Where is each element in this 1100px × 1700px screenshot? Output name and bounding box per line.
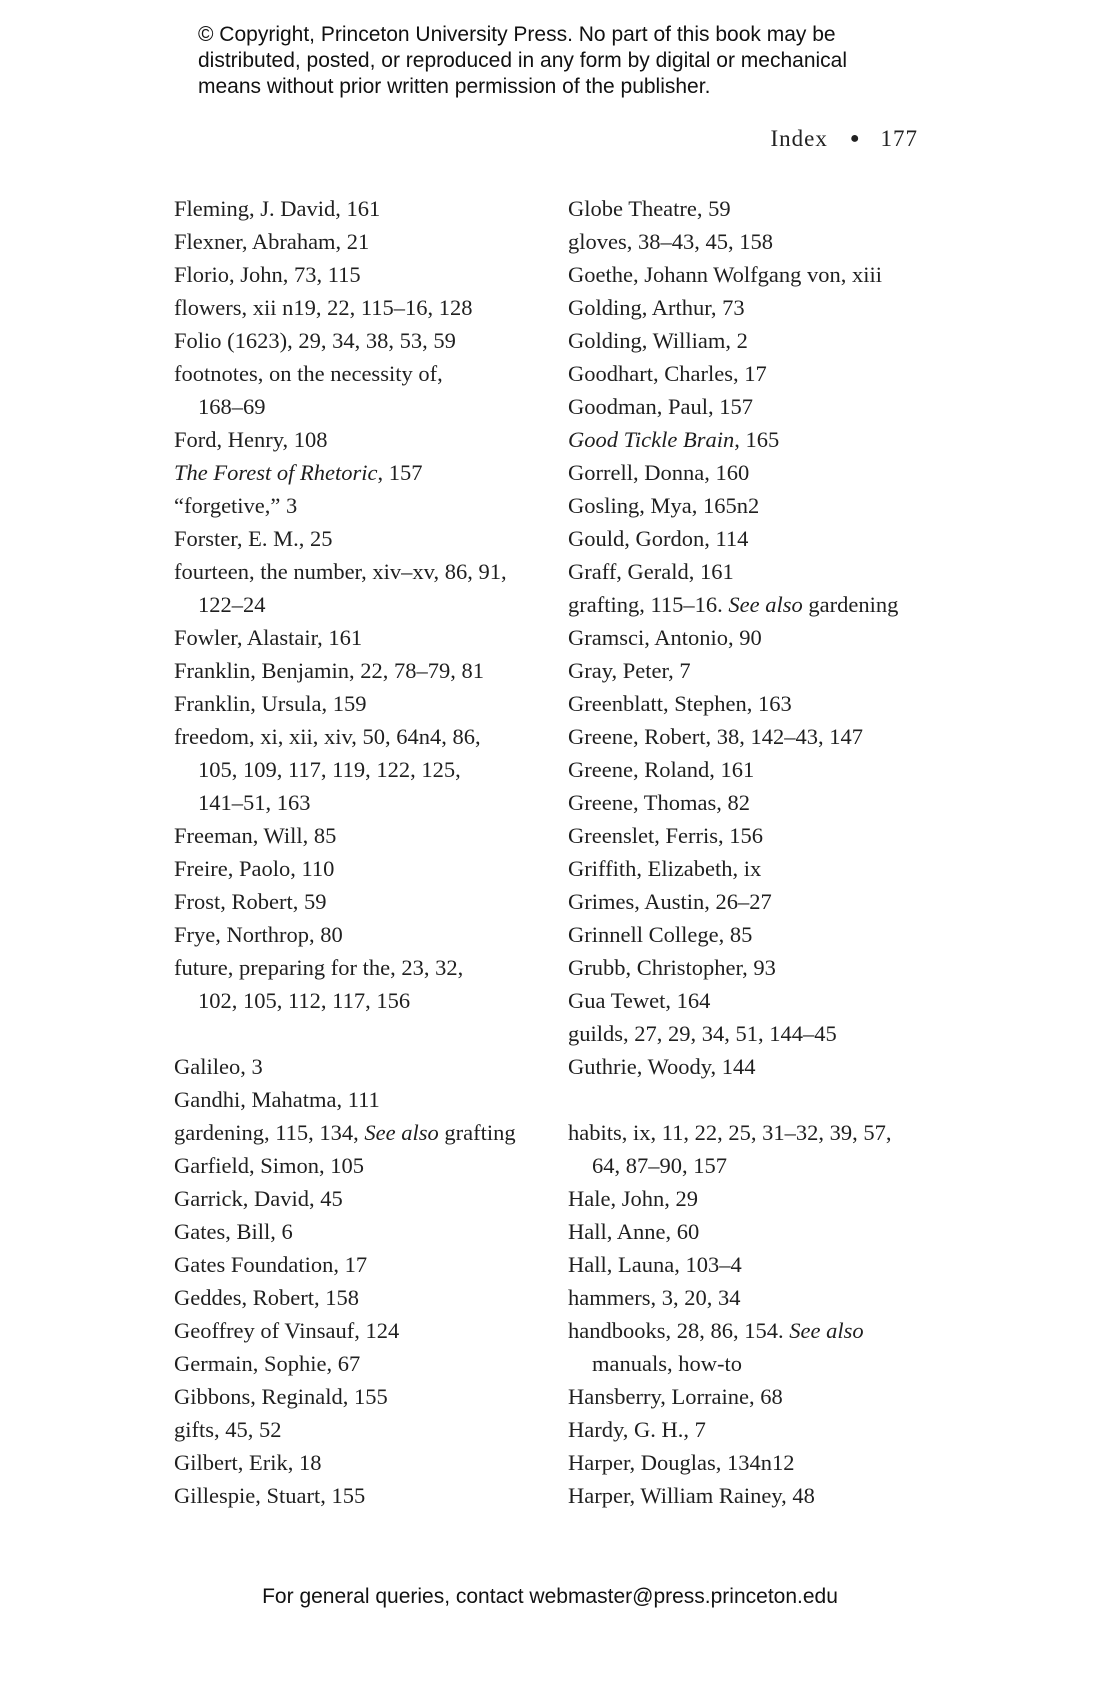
index-entry: Griffith, Elizabeth, ix (568, 856, 762, 881)
index-entry: Frye, Northrop, 80 (174, 922, 343, 947)
index-entry: Golding, William, 2 (568, 328, 748, 353)
index-entry-line: 64, 87–90, 157 (592, 1153, 727, 1178)
index-entry: Grubb, Christopher, 93 (568, 955, 776, 980)
index-entry: gloves, 38–43, 45, 158 (568, 229, 773, 254)
index-entry: Harper, William Rainey, 48 (568, 1483, 815, 1508)
index-entry-line: freedom, xi, xii, xiv, 50, 64n4, 86, (174, 724, 481, 749)
section-title: Index (770, 126, 828, 151)
index-entry-line: footnotes, on the necessity of, (174, 361, 443, 386)
letter-group-gap (568, 1083, 938, 1116)
footer-contact: For general queries, contact webmaster@press.princeton.edu (262, 1585, 838, 1608)
index-entry: Frost, Robert, 59 (174, 889, 327, 914)
index-entry: Ford, Henry, 108 (174, 427, 328, 452)
index-entry (568, 1116, 938, 1182)
index-entry (174, 456, 544, 489)
index-entry: Gilbert, Erik, 18 (174, 1450, 322, 1475)
index-entry: gifts, 45, 52 (174, 1417, 282, 1442)
index-entry-line: future, preparing for the, 23, 32, (174, 955, 464, 980)
index-entry-line: 102, 105, 112, 117, 156 (198, 988, 411, 1013)
index-entry: Goodhart, Charles, 17 (568, 361, 767, 386)
index-entry-line: fourteen, the number, xiv–xv, 86, 91, (174, 559, 507, 584)
index-entry-line: 105, 109, 117, 119, 122, 125, (198, 757, 461, 782)
index-entry-pages: , 165 (734, 427, 780, 452)
index-column-right (568, 192, 938, 1512)
index-entry-line: 141–51, 163 (198, 790, 311, 815)
index-entry: Greene, Robert, 38, 142–43, 147 (568, 724, 863, 749)
index-entry: Freire, Paolo, 110 (174, 856, 335, 881)
letter-group-gap (174, 1017, 544, 1050)
index-entry: Franklin, Benjamin, 22, 78–79, 81 (174, 658, 484, 683)
index-entry (568, 1314, 938, 1380)
index-entry: Gandhi, Mahatma, 111 (174, 1087, 380, 1112)
index-entry: Golding, Arthur, 73 (568, 295, 745, 320)
index-entry: Greenblatt, Stephen, 163 (568, 691, 792, 716)
index-entry: Galileo, 3 (174, 1054, 263, 1079)
index-entry: Globe Theatre, 59 (568, 196, 731, 221)
index-entry: Grinnell College, 85 (568, 922, 753, 947)
index-entry: Gua Tewet, 164 (568, 988, 711, 1013)
index-entry: Forster, E. M., 25 (174, 526, 333, 551)
index-entry: Goodman, Paul, 157 (568, 394, 753, 419)
index-entry-pages: grafting, 115–16. (568, 592, 729, 617)
running-head (770, 126, 918, 152)
index-entry-title: Good Tickle Brain (568, 427, 735, 452)
copyright-line: means without prior written permission of the publisher. (198, 75, 711, 98)
index-entry: Grimes, Austin, 26–27 (568, 889, 772, 914)
index-entry (174, 357, 544, 423)
index-entry: Geoffrey of Vinsauf, 124 (174, 1318, 400, 1343)
see-also-label: See also (789, 1318, 864, 1343)
index-entry (568, 588, 938, 621)
index-entry: Gosling, Mya, 165n2 (568, 493, 760, 518)
index-entry: Garrick, David, 45 (174, 1186, 343, 1211)
see-also-target: gardening (802, 592, 899, 617)
index-entry: Gramsci, Antonio, 90 (568, 625, 762, 650)
index-entry (174, 555, 544, 621)
index-entry: Hardy, G. H., 7 (568, 1417, 706, 1442)
index-entry: guilds, 27, 29, 34, 51, 144–45 (568, 1021, 837, 1046)
index-entry: Hale, John, 29 (568, 1186, 698, 1211)
index-entry-line: 122–24 (198, 592, 266, 617)
see-also-target: manuals, how-to (592, 1351, 742, 1376)
index-entry: Gould, Gordon, 114 (568, 526, 749, 551)
copyright-notice (198, 22, 918, 100)
index-entry: Geddes, Robert, 158 (174, 1285, 359, 1310)
index-entry-line: 168–69 (198, 394, 266, 419)
index-entry-pages: gardening, 115, 134, (174, 1120, 365, 1145)
see-also-label: See also (364, 1120, 439, 1145)
index-entry: Garfield, Simon, 105 (174, 1153, 364, 1178)
index-entry: Germain, Sophie, 67 (174, 1351, 361, 1376)
index-entry: Folio (1623), 29, 34, 38, 53, 59 (174, 328, 456, 353)
see-also-label: See also (728, 592, 803, 617)
index-entry-line: habits, ix, 11, 22, 25, 31–32, 39, 57, (568, 1120, 892, 1145)
index-entry: Hall, Anne, 60 (568, 1219, 700, 1244)
copyright-line: © Copyright, Princeton University Press. No part of this book may be (198, 23, 836, 46)
copyright-line: distributed, posted, or reproduced in any form by digital or mechanical (198, 49, 848, 72)
index-entry (174, 951, 544, 1017)
index-entry: Graff, Gerald, 161 (568, 559, 734, 584)
index-entry: Hall, Launa, 103–4 (568, 1252, 742, 1277)
see-also-target: grafting (438, 1120, 516, 1145)
index-entry: Flexner, Abraham, 21 (174, 229, 370, 254)
index-entry: Freeman, Will, 85 (174, 823, 337, 848)
bullet-separator: ● (849, 130, 861, 147)
index-entry-title: The Forest of Rhetoric (174, 460, 378, 485)
index-entry: Gates Foundation, 17 (174, 1252, 368, 1277)
index-entry-pages: handbooks, 28, 86, 154. (568, 1318, 790, 1343)
index-entry: Gates, Bill, 6 (174, 1219, 293, 1244)
index-entry: Franklin, Ursula, 159 (174, 691, 367, 716)
index-entry: Gray, Peter, 7 (568, 658, 691, 683)
index-entry: Gibbons, Reginald, 155 (174, 1384, 388, 1409)
index-entry: Florio, John, 73, 115 (174, 262, 361, 287)
index-entry: Guthrie, Woody, 144 (568, 1054, 756, 1079)
index-entry: Gillespie, Stuart, 155 (174, 1483, 366, 1508)
index-entry-pages: , 157 (377, 460, 423, 485)
index-entry: Fleming, J. David, 161 (174, 196, 381, 221)
index-column-left (174, 192, 544, 1512)
index-entry: Greene, Roland, 161 (568, 757, 755, 782)
index-entry: Hansberry, Lorraine, 68 (568, 1384, 783, 1409)
index-entry: Fowler, Alastair, 161 (174, 625, 363, 650)
index-entry: Goethe, Johann Wolfgang von, xiii (568, 262, 882, 287)
index-entry: Gorrell, Donna, 160 (568, 460, 750, 485)
page-number: 177 (880, 126, 918, 151)
index-entry (568, 423, 938, 456)
index-entry (174, 1116, 544, 1149)
index-entry: Harper, Douglas, 134n12 (568, 1450, 795, 1475)
index-entry: hammers, 3, 20, 34 (568, 1285, 741, 1310)
index-entry: flowers, xii n19, 22, 115–16, 128 (174, 295, 473, 320)
index-entry: “forgetive,” 3 (174, 493, 298, 518)
index-entry (174, 720, 544, 819)
index-entry: Greene, Thomas, 82 (568, 790, 751, 815)
index-entry: Greenslet, Ferris, 156 (568, 823, 763, 848)
